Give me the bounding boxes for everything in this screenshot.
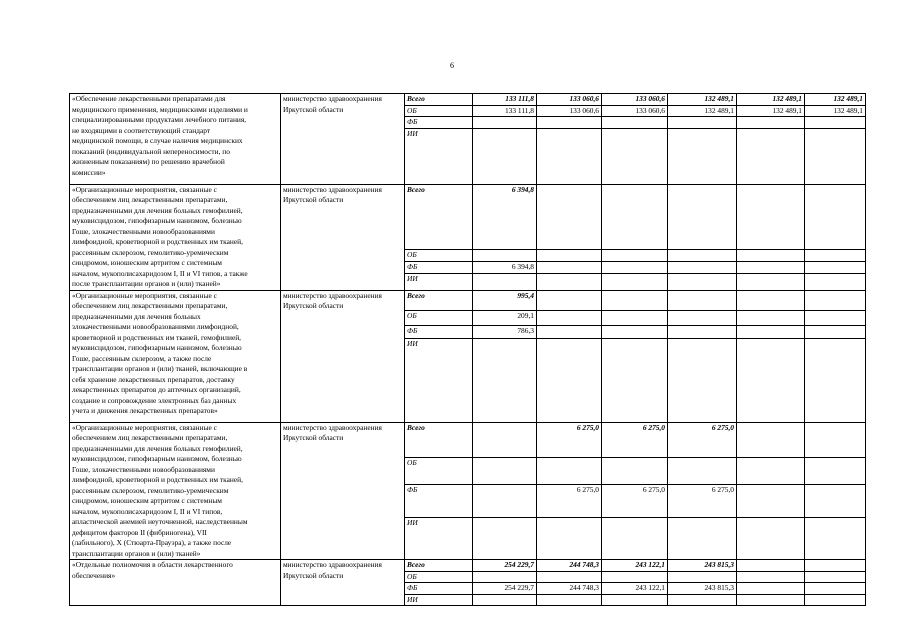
amount-cell bbox=[602, 325, 668, 338]
amount-cell: 254 229,7 bbox=[473, 583, 537, 595]
amount-cell bbox=[602, 594, 668, 606]
amount-cell: 133 060,6 bbox=[602, 105, 668, 117]
amount-cell bbox=[473, 128, 537, 184]
funding-source: ФБ bbox=[405, 583, 473, 595]
amount-cell: 786,3 bbox=[473, 325, 537, 338]
amount-cell: 243 122,1 bbox=[602, 560, 668, 572]
amount-cell bbox=[668, 290, 737, 310]
amount-cell: 133 060,6 bbox=[537, 105, 602, 117]
amount-cell bbox=[737, 422, 805, 457]
amount-cell bbox=[737, 583, 805, 595]
funding-source: ФБ bbox=[405, 117, 473, 129]
amount-cell bbox=[473, 571, 537, 583]
amount-cell bbox=[668, 325, 737, 338]
funding-source: ОБ bbox=[405, 310, 473, 325]
table-row bbox=[70, 94, 866, 106]
amount-cell: 209,1 bbox=[473, 310, 537, 325]
amount-cell bbox=[537, 517, 602, 559]
amount-cell bbox=[805, 457, 866, 484]
amount-cell bbox=[602, 457, 668, 484]
funding-source: ИИ bbox=[405, 338, 473, 422]
responsible-organization: министерство здравоохранения Иркутской области bbox=[281, 94, 405, 185]
amount-cell bbox=[805, 583, 866, 595]
amount-cell bbox=[473, 422, 537, 457]
amount-cell: 132 489,1 bbox=[805, 105, 866, 117]
funding-source: ФБ bbox=[405, 325, 473, 338]
amount-cell: 254 229,7 bbox=[473, 560, 537, 572]
amount-cell bbox=[668, 338, 737, 422]
responsible-organization: министерство здравоохранения Иркутской области bbox=[281, 560, 405, 606]
amount-cell bbox=[602, 290, 668, 310]
amount-cell: 6 275,0 bbox=[537, 484, 602, 517]
amount-cell bbox=[737, 310, 805, 325]
amount-cell bbox=[602, 128, 668, 184]
amount-cell bbox=[473, 117, 537, 129]
amount-cell bbox=[805, 184, 866, 249]
amount-cell bbox=[668, 594, 737, 606]
amount-cell bbox=[602, 310, 668, 325]
amount-cell bbox=[668, 128, 737, 184]
amount-cell bbox=[537, 249, 602, 261]
amount-cell bbox=[737, 184, 805, 249]
amount-cell bbox=[737, 325, 805, 338]
amount-cell: 6 275,0 bbox=[602, 484, 668, 517]
amount-cell bbox=[602, 117, 668, 129]
amount-cell: 133 111,8 bbox=[473, 94, 537, 106]
funding-source: ФБ bbox=[405, 261, 473, 273]
amount-cell bbox=[805, 484, 866, 517]
amount-cell bbox=[473, 457, 537, 484]
amount-cell bbox=[668, 274, 737, 290]
amount-cell bbox=[737, 290, 805, 310]
amount-cell bbox=[737, 128, 805, 184]
amount-cell bbox=[805, 594, 866, 606]
amount-cell bbox=[737, 338, 805, 422]
amount-cell bbox=[805, 274, 866, 290]
amount-cell bbox=[805, 249, 866, 261]
funding-source: Всего bbox=[405, 94, 473, 106]
responsible-organization: министерство здравоохранения Иркутской области bbox=[281, 422, 405, 560]
amount-cell bbox=[805, 290, 866, 310]
funding-source: Всего bbox=[405, 422, 473, 457]
amount-cell: 6 275,0 bbox=[602, 422, 668, 457]
amount-cell bbox=[805, 261, 866, 273]
amount-cell bbox=[537, 290, 602, 310]
amount-cell bbox=[737, 249, 805, 261]
amount-cell bbox=[473, 594, 537, 606]
amount-cell bbox=[737, 517, 805, 559]
amount-cell: 132 489,1 bbox=[805, 94, 866, 106]
table-row bbox=[70, 184, 866, 249]
amount-cell bbox=[473, 338, 537, 422]
amount-cell bbox=[737, 594, 805, 606]
amount-cell bbox=[668, 261, 737, 273]
measure-description: «Организационные мероприятия, связанные с обеспечением лиц лекарственными препаратами, предназначенными для лечения больных злокачественными новообразованиями лимфоидной, кроветворной и родственных им тканей, гемофилией, муковисцидозом, гипофизарным нанизмом, болезнью Гоше, рассеянным склерозом, а также после трансплантации органов и (или) тканей, включающие в себя хранение лекарственных препаратов, доставку лекарственных препаратов до аптечных организаций, создание и сопровождение электронных баз данных учета и движения лекарственных препаратов» bbox=[70, 290, 281, 422]
amount-cell: 6 275,0 bbox=[668, 484, 737, 517]
amount-cell bbox=[537, 117, 602, 129]
amount-cell bbox=[805, 338, 866, 422]
funding-source: ФБ bbox=[405, 484, 473, 517]
amount-cell: 133 060,6 bbox=[602, 94, 668, 106]
amount-cell bbox=[537, 184, 602, 249]
amount-cell bbox=[537, 310, 602, 325]
funding-source: Всего bbox=[405, 184, 473, 249]
amount-cell bbox=[805, 560, 866, 572]
amount-cell bbox=[805, 310, 866, 325]
amount-cell: 243 122,1 bbox=[602, 583, 668, 595]
amount-cell bbox=[537, 457, 602, 484]
responsible-organization: министерство здравоохранения Иркутской области bbox=[281, 290, 405, 422]
amount-cell: 6 275,0 bbox=[668, 422, 737, 457]
amount-cell bbox=[473, 249, 537, 261]
amount-cell bbox=[537, 594, 602, 606]
amount-cell bbox=[805, 517, 866, 559]
amount-cell bbox=[668, 457, 737, 484]
amount-cell bbox=[737, 484, 805, 517]
responsible-organization: министерство здравоохранения Иркутской области bbox=[281, 184, 405, 290]
amount-cell bbox=[805, 117, 866, 129]
funding-source: ОБ bbox=[405, 249, 473, 261]
amount-cell bbox=[668, 310, 737, 325]
amount-cell: 132 489,1 bbox=[668, 105, 737, 117]
amount-cell bbox=[668, 571, 737, 583]
table-row bbox=[70, 560, 866, 572]
amount-cell bbox=[602, 261, 668, 273]
table-row bbox=[70, 422, 866, 457]
amount-cell: 133 111,8 bbox=[473, 105, 537, 117]
amount-cell bbox=[537, 571, 602, 583]
amount-cell bbox=[473, 274, 537, 290]
amount-cell bbox=[668, 117, 737, 129]
amount-cell bbox=[537, 325, 602, 338]
amount-cell bbox=[602, 274, 668, 290]
amount-cell: 132 489,1 bbox=[737, 94, 805, 106]
amount-cell: 243 815,3 bbox=[668, 560, 737, 572]
amount-cell: 243 815,3 bbox=[668, 583, 737, 595]
amount-cell bbox=[537, 261, 602, 273]
amount-cell: 133 060,6 bbox=[537, 94, 602, 106]
funding-source: ИИ bbox=[405, 517, 473, 559]
amount-cell: 6 394,8 bbox=[473, 184, 537, 249]
funding-source: ОБ bbox=[405, 571, 473, 583]
amount-cell bbox=[602, 517, 668, 559]
amount-cell bbox=[668, 517, 737, 559]
amount-cell bbox=[473, 484, 537, 517]
amount-cell bbox=[737, 117, 805, 129]
funding-source: Всего bbox=[405, 560, 473, 572]
amount-cell: 995,4 bbox=[473, 290, 537, 310]
amount-cell: 132 489,1 bbox=[737, 105, 805, 117]
measure-description: «Организационные мероприятия, связанные с обеспечением лиц лекарственными препаратами, предназначенными для лечения больных гемофилией, муковисцидозом, гипофизарным нанизмом, болезнью Гоше, злокачественными новообразованиями лимфоидной, кроветворной и родственных им тканей, рассеянным склерозом, гемолитико-уремическим синдромом, юношеским артритом с системным началом, мукополисахаридозом I, II и VI типов, а также после трансплантации органов и (или) тканей» bbox=[70, 184, 281, 290]
page-number: 6 bbox=[450, 61, 454, 70]
funding-source: ОБ bbox=[405, 105, 473, 117]
amount-cell bbox=[737, 560, 805, 572]
funding-source: Всего bbox=[405, 290, 473, 310]
amount-cell bbox=[537, 338, 602, 422]
funding-source: ИИ bbox=[405, 594, 473, 606]
amount-cell: 6 394,8 bbox=[473, 261, 537, 273]
funding-source: ИИ bbox=[405, 274, 473, 290]
amount-cell bbox=[668, 249, 737, 261]
budget-table bbox=[69, 93, 866, 606]
amount-cell bbox=[805, 128, 866, 184]
amount-cell bbox=[805, 571, 866, 583]
amount-cell bbox=[737, 261, 805, 273]
amount-cell bbox=[602, 571, 668, 583]
measure-description: «Организационные мероприятия, связанные с обеспечением лиц лекарственными препаратами, предназначенными для лечения больных гемофилией, муковисцидозом, гипофизарным нанизмом, болезнью Гоше, злокачественными новообразованиями лимфоидной, кроветворной и родственных им тканей, рассеянным склерозом, гемолитико-уремическим синдромом, юношеским артритом с системным началом, мукополисахаридозом I, II и VI типов, апластической анемией неуточненной, наследственным дефицитом факторов II (фибриногена), VII (лабильного), X (Стюарта-Прауэра), а также после трансплантации органов и (или) тканей» bbox=[70, 422, 281, 560]
amount-cell bbox=[805, 325, 866, 338]
amount-cell bbox=[737, 457, 805, 484]
amount-cell bbox=[602, 249, 668, 261]
funding-source: ИИ bbox=[405, 128, 473, 184]
amount-cell: 244 748,3 bbox=[537, 560, 602, 572]
measure-description: «Обеспечение лекарственными препаратами для медицинского применения, медицинскими изделиями и специализированными продуктами лечебного питания, не входящими в соответствующий стандарт медицинской помощи, в случае наличия медицинских показаний (индивидуальной непереносимости, по жизненным показаниям) по решению врачебной комиссии» bbox=[70, 94, 281, 185]
amount-cell bbox=[668, 184, 737, 249]
budget-table-body bbox=[70, 94, 866, 606]
amount-cell bbox=[602, 184, 668, 249]
measure-description: «Отдельные полномочия в области лекарственного обеспечения» bbox=[70, 560, 281, 606]
table-row bbox=[70, 290, 866, 310]
amount-cell bbox=[473, 517, 537, 559]
amount-cell bbox=[737, 274, 805, 290]
amount-cell: 244 748,3 bbox=[537, 583, 602, 595]
amount-cell bbox=[602, 338, 668, 422]
amount-cell: 6 275,0 bbox=[537, 422, 602, 457]
amount-cell bbox=[805, 422, 866, 457]
funding-source: ОБ bbox=[405, 457, 473, 484]
amount-cell bbox=[737, 571, 805, 583]
amount-cell bbox=[537, 128, 602, 184]
amount-cell bbox=[537, 274, 602, 290]
amount-cell: 132 489,1 bbox=[668, 94, 737, 106]
